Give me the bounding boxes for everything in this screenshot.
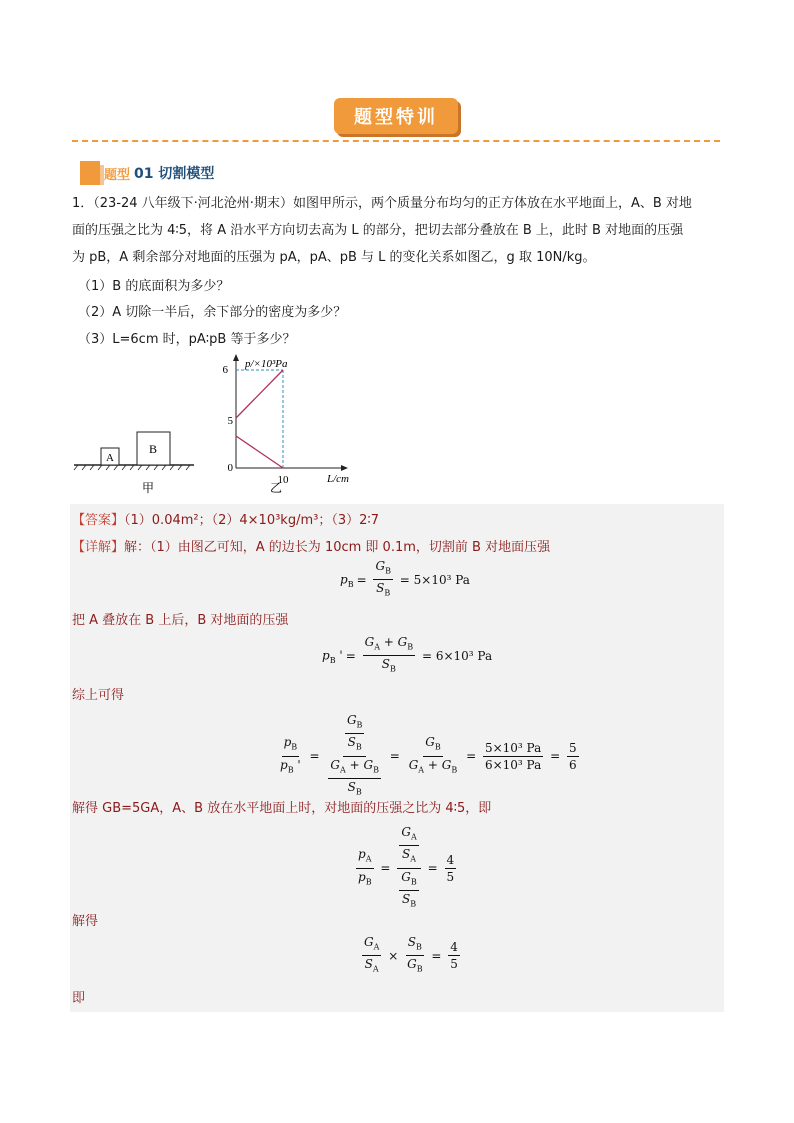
divider (72, 140, 720, 142)
section-banner: 题型特训 (334, 98, 458, 134)
type-marker-icon (80, 161, 100, 185)
question-figure (72, 352, 372, 502)
sub-question-1: （1）B 的底面积为多少？ (78, 279, 230, 294)
formula-5-res-num: 4 (450, 940, 458, 955)
figure-yi-label: 乙 (269, 481, 283, 495)
detail-line-3: 综上可得 (72, 688, 125, 703)
y-axis-label: p/×10³Pa (245, 358, 288, 370)
tick-6: 6 (222, 364, 228, 376)
detail-line-4: 解得 GB=5GA，A、B 放在水平地面上时，对地面的压强之比为 4∶5，即 (72, 801, 492, 816)
y-axis-arrow-icon (233, 354, 239, 361)
answer-text: （1）0.04m²；（2）4×10³kg/m³；（3）2∶7 (124, 513, 380, 528)
figure-jia-label: 甲 (141, 481, 155, 495)
formula-4-res-num: 4 (446, 852, 455, 867)
type-title: 01 切割模型 (134, 166, 215, 182)
detail-line-1 (72, 536, 550, 555)
sub-question-3: （3）L=6cm 时，pA∶pB 等于多少？ (78, 332, 296, 347)
detail-line-2: 把 A 叠放在 B 上后，B 对地面的压强 (72, 613, 289, 628)
tick-5: 5 (227, 415, 233, 427)
formula-3-num: 5×10³ Pa (484, 740, 542, 755)
formula-2-result: = 6×10³ Pa (421, 648, 493, 663)
detail-line-5: 解得 (72, 914, 99, 929)
question-line-3: 为 pB，A 剩余部分对地面的压强为 pA，pA、pB 与 L 的变化关系如图乙，g 取 10N/kg。 (72, 250, 596, 265)
detail-tag: 【详解】 (72, 540, 125, 555)
answer-line (72, 509, 379, 528)
formula-3-res-num: 5 (568, 740, 577, 755)
question-line-1: 1．（23-24 八年级下·河北沧州·期末）如图甲所示，两个质量分布均匀的正方体放在水平地面上，A、B 对地 (72, 196, 692, 211)
x-axis-arrow-icon (341, 465, 348, 471)
x-axis-label: L/cm (327, 473, 349, 485)
question-line-2: 面的压强之比为 4∶5，将 A 沿水平方向切去高为 L 的部分，把切去部分叠放在 B 上，此时 B 对地面的压强 (72, 223, 684, 238)
block-b-label: B (148, 442, 158, 456)
answer-tag: 【答案】 (72, 513, 125, 528)
formula-5: $\frac{G_A}{S_A}$ × $\frac{S_B}{G_B}$ = $\frac{4}{5}$ (364, 935, 458, 974)
formula-4-res-den: 5 (446, 869, 455, 884)
formula-1: $p_B$ = $\frac{G_B}{S_B}$ = 5×10³ Pa (340, 559, 470, 598)
formula-3-den: 6×10³ Pa (484, 757, 542, 772)
formula-3-res-den: 6 (568, 757, 577, 772)
line-pb (236, 370, 283, 418)
formula-1-result: = 5×10³ Pa (399, 572, 470, 587)
tick-0: 0 (227, 462, 233, 474)
formula-5-res-den: 5 (450, 957, 458, 972)
formula-2: $p_B$ ' = $\frac{G_A + G_B}{S_B}$ = 6×10³ Pa (322, 635, 493, 674)
type-prefix: 题型 (104, 167, 131, 183)
detail-text-1: 解：（1）由图乙可知，A 的边长为 10cm 即 0.1m，切割前 B 对地面压强 (124, 540, 551, 555)
sub-question-2: （2）A 切除一半后，余下部分的密度为多少？ (78, 305, 347, 320)
formula-3: $\frac{p_B}{p_B '}$ = $\frac{\frac{G_B}{S_B}}{\frac{G_A + G_B}{S_B}}$ = $\frac{G_B}{G_A + G_B}$ = $\frac{\text{5×10³ Pa}}{\text{6×10³ Pa}}$ = $\frac{5}{6}$ (280, 713, 577, 797)
formula-4: $\frac{p_A}{p_B}$ = $\frac{\frac{G_A}{S_A}}{\frac{G_B}{S_B}}$ = $\frac{4}{5}$ (358, 825, 455, 909)
line-pa (236, 436, 283, 468)
type-heading (80, 160, 214, 186)
detail-line-6: 即 (72, 991, 86, 1006)
tick-10: 10 (277, 474, 289, 486)
block-a-label: A (106, 452, 114, 464)
